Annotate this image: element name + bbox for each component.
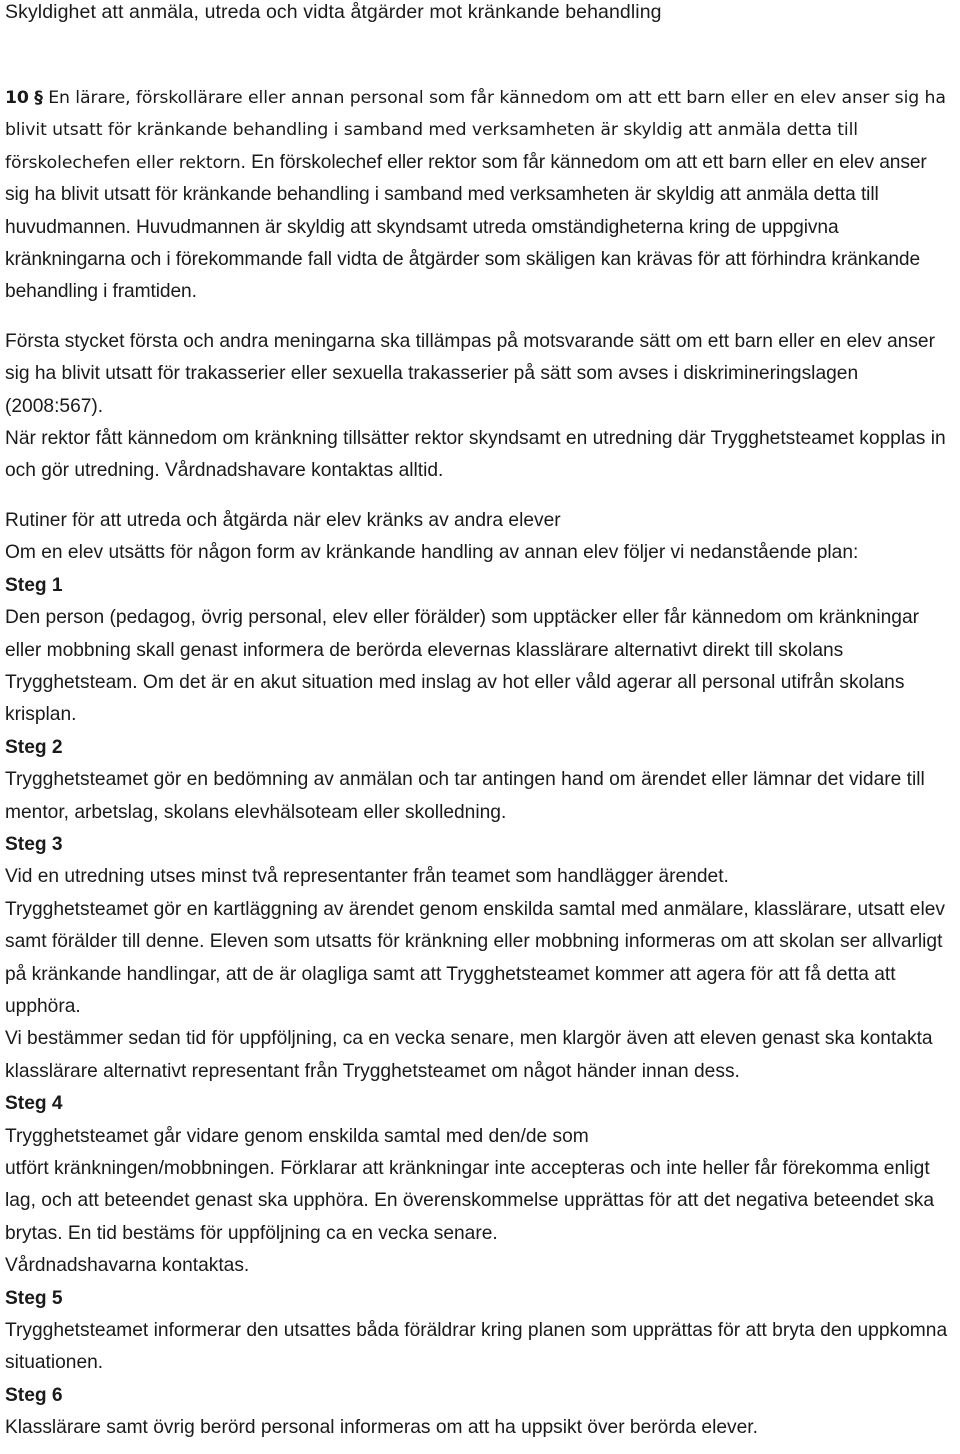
step-paragraph: Trygghetsteamet gör en bedömning av anmälan och tar antingen hand om ärendet eller lämnar det vidare till mentor, arbetslag, skolans elevhälsoteam eller skolledning. <box>5 769 925 823</box>
para-first-sentence: Första stycket första och andra meningarna ska tillämpas på motsvarande sätt om ett barn eller en elev anser sig ha blivit utsatt för trakasserier eller sexuella trakasserier på sätt som avses i diskrimineringslagen (2008:567). <box>5 330 935 417</box>
para-rector: När rektor fått kännedom om kränkning tillsätter rektor skyndsamt en utredning där Trygghetsteamet kopplas in och gör utredning. Vårdnadshavare kontaktas alltid. <box>5 428 946 482</box>
step-paragraph: Trygghetsteamet gör en kartläggning av ärendet genom enskilda samtal med anmälare, klasslärare, utsatt elev samt förälder till denne. Eleven som utsatts för kränkning eller mobbning informeras om att skolan ser allvarligt på kränkande handlingar, att de är olagliga samt att Trygghetsteamet kommer att agera för att få detta att upphöra. <box>5 898 945 1017</box>
step-title: Steg 3 <box>5 833 63 855</box>
section-symbol: § <box>34 88 43 108</box>
step-title: Steg 6 <box>5 1384 63 1406</box>
step-paragraph: Vi bestämmer sedan tid för uppföljning, ca en vecka senare, men klargör även att eleven genast ska kontakta klasslärare alternativt representant från Trygghetsteamet om något händer innan dess. <box>5 1028 933 1082</box>
step-paragraph: Den person (pedagog, övrig personal, elev eller förälder) som upptäcker eller får kännedom om kränkningar eller mobbning skall genast informera de berörda elevernas klasslärare alternativt direkt till skolans Trygghetsteam. Om det är en akut situation med inslag av hot eller våld agerar all personal utifrån skolans krisplan. <box>5 607 920 726</box>
step-title: Steg 2 <box>5 736 63 758</box>
step-3 <box>5 829 955 1088</box>
step-paragraph: Vårdnadshavarna kontaktas. <box>5 1255 250 1277</box>
step-6 <box>5 1380 955 1445</box>
step-4 <box>5 1088 955 1282</box>
law-paragraph <box>5 82 955 309</box>
step-title: Steg 1 <box>5 574 63 596</box>
step-2 <box>5 732 955 829</box>
law-section-number: 10 <box>5 88 29 108</box>
step-title: Steg 4 <box>5 1093 63 1115</box>
law-text-part2: En förskolechef eller rektor som får kännedom om att ett barn eller en elev anser sig ha blivit utsatt för kränkande behandling i samband med verksamheten är skyldig att anmäla detta till huvudmannen. Huvudmannen är skyldig att skyndsamt utreda omständigheterna kring de uppgivna kränkningarna och i förekommande fall vidta de åtgärder som skäligen kan krävas för att förhindra kränkande behandling i framtiden. <box>5 151 927 303</box>
document-page <box>5 0 955 1445</box>
step-title: Steg 5 <box>5 1287 63 1309</box>
step-paragraph: Trygghetsteamet informerar den utsattes båda föräldrar kring planen som upprättas för att bryta den uppkomna situationen. <box>5 1320 948 1374</box>
step-paragraph: Klasslärare samt övrig berörd personal informeras om att ha uppsikt över berörda elever. <box>5 1417 758 1439</box>
law-text-part1: En lärare, förskollärare eller annan personal som får kännedom om att ett barn eller en elev anser sig ha blivit utsatt för kränkande behandling i samband med verksamheten är skyldig att anmäla detta till förskolechefen eller rektorn. <box>5 88 946 173</box>
step-5 <box>5 1283 955 1380</box>
step-paragraph: Vid en utredning utses minst två representanter från teamet som handlägger ärendet. <box>5 866 729 888</box>
routines-heading: Rutiner för att utreda och åtgärda när elev kränks av andra elever <box>5 509 561 531</box>
step-1 <box>5 570 955 732</box>
routines-intro: Om en elev utsätts för någon form av kränkande handling av annan elev följer vi nedanstående plan: <box>5 542 859 564</box>
step-paragraph: utfört kränkningen/mobbningen. Förklarar att kränkningar inte accepteras och inte heller får förekomma enligt lag, och att beteendet genast ska upphöra. En överenskommelse upprättas för att det negativa beteendet ska brytas. En tid bestäms för uppföljning ca en vecka senare. <box>5 1158 935 1244</box>
document-title: Skyldighet att anmäla, utreda och vidta åtgärder mot kränkande behandling <box>5 1 662 23</box>
step-paragraph: Trygghetsteamet går vidare genom enskilda samtal med den/de som <box>5 1125 589 1147</box>
